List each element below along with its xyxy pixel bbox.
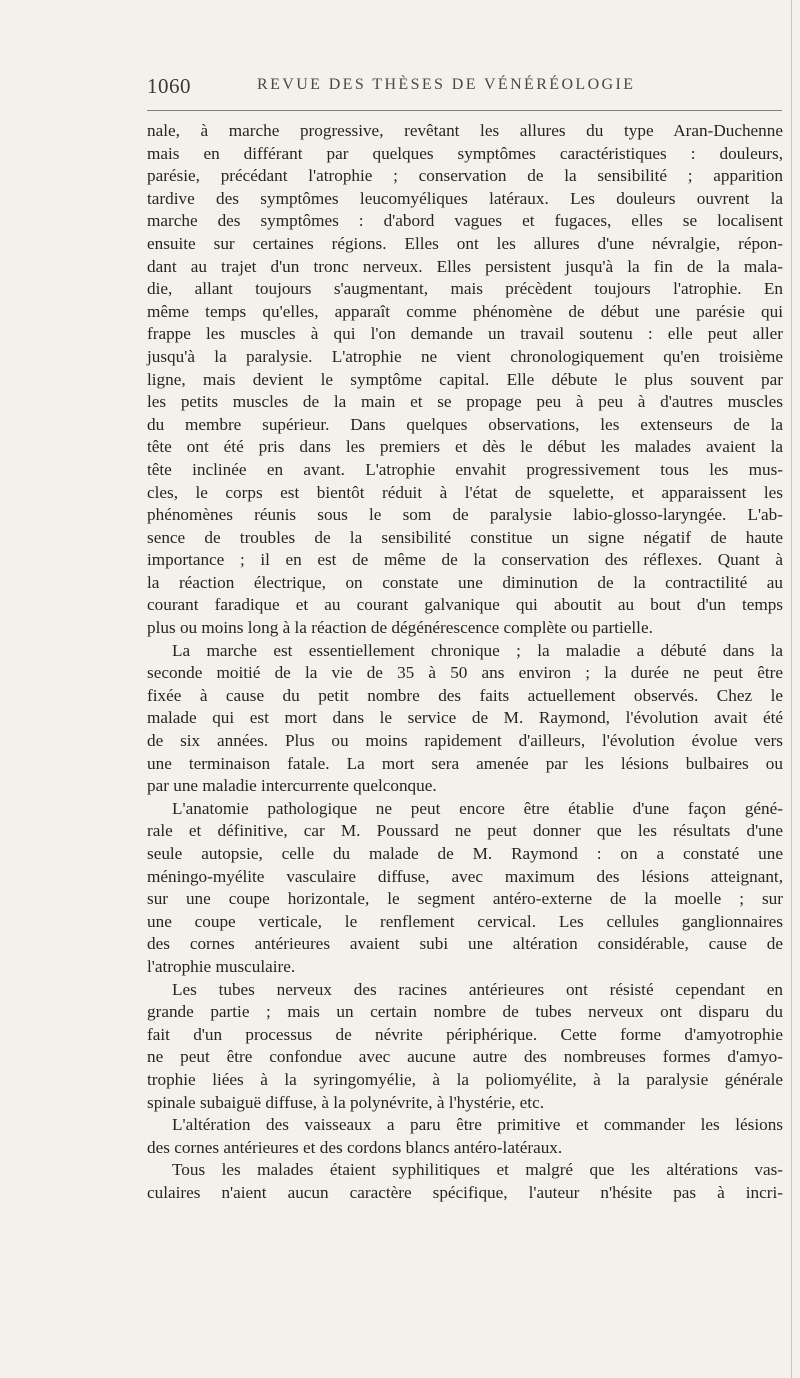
text-line: rale et définitive, car M. Poussard ne peut donner que les résultats d'une — [147, 821, 783, 841]
text-line: la réaction électrique, on constate une diminution de la contractilité au — [147, 572, 783, 592]
text-line: culaires n'aient aucun caractère spécifique, l'auteur n'hésite pas à incri- — [147, 1182, 783, 1202]
text-line: tête inclinée en avant. L'atrophie envahit progressivement tous les mus- — [147, 459, 783, 479]
text-line: seconde moitié de la vie de 35 à 50 ans environ ; la durée ne peut être — [147, 663, 783, 683]
text-line: du membre supérieur. Dans quelques observations, les extenseurs de la — [147, 414, 783, 434]
text-line: La marche est essentiellement chronique ; la maladie a débuté dans la — [172, 640, 783, 660]
text-line: phénomènes réunis sous le som de paralysie labio-glosso-laryngée. L'ab- — [147, 505, 783, 525]
header-rule — [147, 110, 782, 111]
text-line: jusqu'à la paralysie. L'atrophie ne vient chronologiquement qu'en troisième — [147, 346, 783, 366]
text-line: nale, à marche progressive, revêtant les allures du type Aran-Duchenne — [147, 121, 783, 140]
paragraph — [147, 640, 783, 798]
text-line: fixée à cause du petit nombre des faits actuellement observés. Chez le — [147, 685, 783, 705]
text-line: grande partie ; mais un certain nombre de tubes nerveux ont disparu du — [147, 1002, 783, 1022]
text-line: trophie liées à la syringomyélie, à la poliomyélite, à la paralysie générale — [147, 1069, 783, 1089]
text-line: l'atrophie musculaire. — [147, 956, 296, 976]
text-line: Les tubes nerveux des racines antérieures ont résisté cependant en — [172, 979, 783, 999]
text-line: malade qui est mort dans le service de M. Raymond, l'évolution avait été — [147, 708, 783, 728]
page-edge-line — [791, 0, 792, 1378]
text-line: sence de troubles de la sensibilité constitue un signe négatif de haute — [147, 527, 783, 547]
text-line: méningo-myélite vasculaire diffuse, avec maximum des lésions atteignant, — [147, 866, 783, 886]
text-line: mais en différant par quelques symptômes caractéristiques : douleurs, — [147, 143, 783, 163]
text-line: les petits muscles de la main et se propage peu à peu à d'autres muscles — [147, 392, 783, 412]
page-header — [147, 74, 782, 104]
text-line: die, allant toujours s'augmentant, mais précèdent toujours l'atrophie. En — [147, 279, 783, 299]
paragraph — [147, 979, 783, 1115]
running-title: REVUE DES THÈSES DE VÉNÉRÉOLOGIE — [257, 76, 636, 93]
text-line: courant faradique et au courant galvanique qui aboutit au bout d'un temps — [147, 595, 783, 615]
text-line: une terminaison fatale. La mort sera amenée par les lésions bulbaires ou — [147, 753, 783, 773]
paragraph — [147, 120, 783, 640]
paragraph — [147, 1114, 783, 1159]
text-line: frappe les muscles à qui l'on demande un travail soutenu : elle peut aller — [147, 324, 783, 344]
text-line: même temps qu'elles, apparaît comme phénomène de début une parésie qui — [147, 301, 783, 321]
text-line: par une maladie intercurrente quelconque. — [147, 776, 437, 796]
text-line: dant au trajet d'un tronc nerveux. Elles persistent jusqu'à la fin de la mala- — [147, 256, 783, 276]
text-line: des cornes antérieures avaient subi une altération considérable, cause de — [147, 934, 783, 954]
text-line: des cornes antérieures et des cordons blancs antéro-latéraux. — [147, 1137, 563, 1157]
page-number: 1060 — [147, 74, 191, 98]
text-line: tête ont été pris dans les premiers et dès le début les malades avaient la — [147, 437, 783, 457]
text-line: de six années. Plus ou moins rapidement d'ailleurs, l'évolution évolue vers — [147, 731, 783, 751]
text-line: L'altération des vaisseaux a paru être primitive et commander les lésions — [172, 1115, 783, 1135]
text-line: importance ; il en est de même de la conservation des réflexes. Quant à — [147, 550, 783, 570]
text-line: tardive des symptômes leucomyéliques latéraux. Les douleurs ouvrent la — [147, 188, 783, 208]
body-text — [147, 120, 783, 1205]
paragraph — [147, 798, 783, 979]
text-line: sur une coupe horizontale, le segment antéro-externe de la moelle ; sur — [147, 889, 783, 909]
text-line: fait d'un processus de névrite périphérique. Cette forme d'amyotrophie — [147, 1024, 783, 1044]
text-line: plus ou moins long à la réaction de dégénérescence complète ou partielle. — [147, 618, 653, 638]
paragraph — [147, 1159, 783, 1204]
text-line: ensuite sur certaines régions. Elles ont les allures d'une névralgie, répon- — [147, 233, 783, 253]
text-line: cles, le corps est bientôt réduit à l'état de squelette, et apparaissent les — [147, 482, 783, 502]
text-line: ne peut être confondue avec aucune autre des nombreuses formes d'amyo- — [147, 1047, 783, 1067]
text-line: spinale subaiguë diffuse, à la polynévrite, à l'hystérie, etc. — [147, 1092, 545, 1112]
text-line: seule autopsie, celle du malade de M. Raymond : on a constaté une — [147, 844, 783, 863]
text-line: Tous les malades étaient syphilitiques et malgré que les altérations vas- — [172, 1160, 783, 1180]
text-line: L'anatomie pathologique ne peut encore être établie d'une façon géné- — [172, 798, 783, 818]
text-line: une coupe verticale, le renflement cervical. Les cellules ganglionnaires — [147, 911, 783, 931]
text-line: ligne, mais devient le symptôme capital. Elle débute le plus souvent par — [147, 369, 783, 389]
text-line: parésie, précédant l'atrophie ; conservation de la sensibilité ; apparition — [147, 166, 783, 186]
text-line: marche des symptômes : d'abord vagues et fugaces, elles se localisent — [147, 211, 783, 231]
